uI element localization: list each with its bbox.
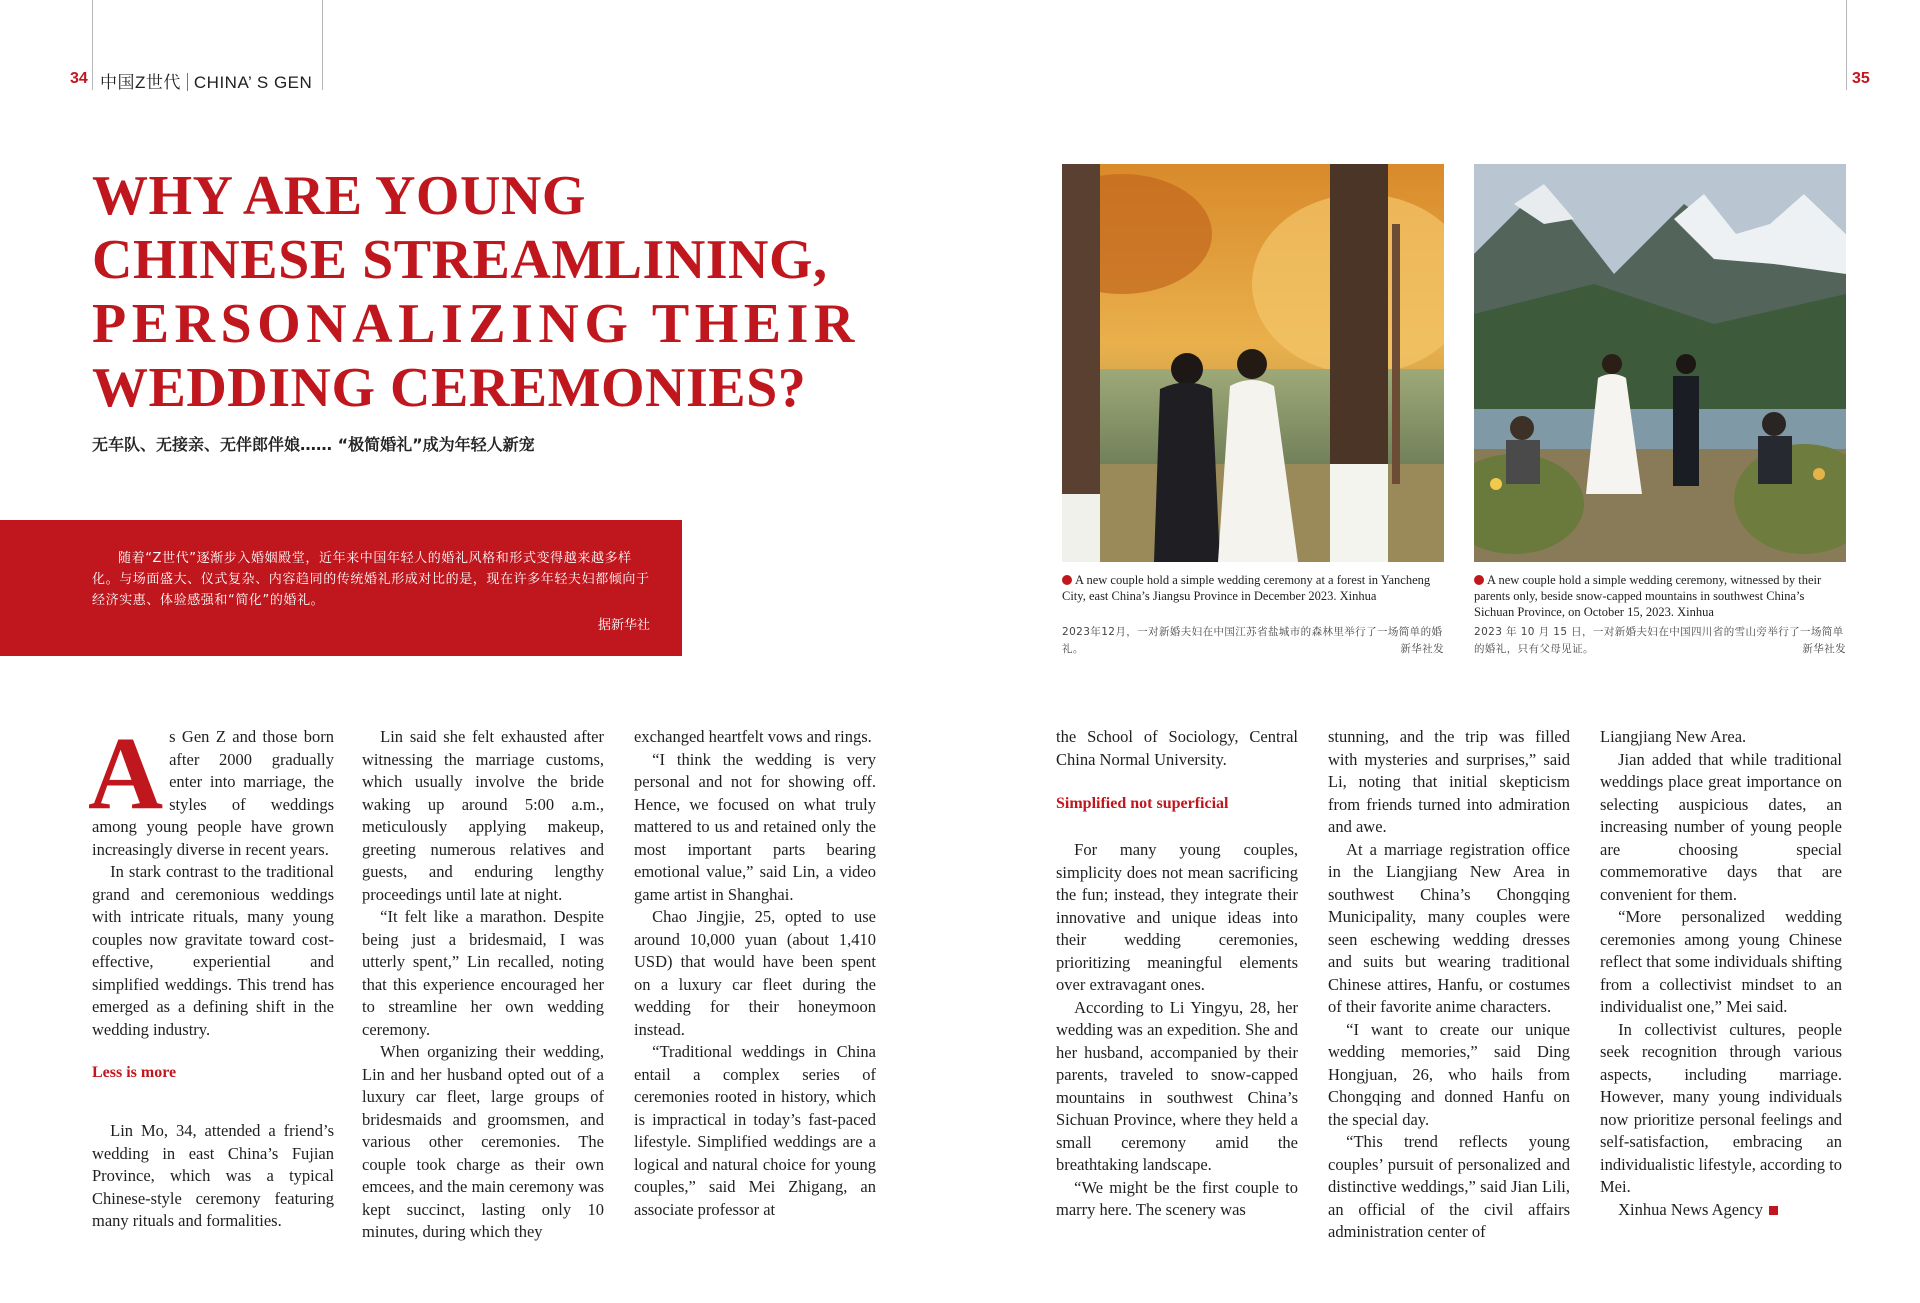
paragraph: exchanged heartfelt vows and rings. [634, 727, 872, 746]
paragraph: “Traditional weddings in China entail a complex series of ceremonies rooted in history, which is impractical in today’s fast-paced lifestyle. Simplified weddings are a logical and natural choice for young couples,” said Mei Zhigang, an associate professor at [634, 1042, 876, 1219]
title-line: WHY ARE YOUNG [92, 165, 586, 227]
camera-icon [1474, 575, 1484, 585]
title-line: WEDDING CEREMONIES? [92, 357, 807, 419]
paragraph: Chao Jingjie, 25, opted to use around 10,000 yuan (about 1,410 USD) that would have been spent on a luxury car fleet during the wedding for their honeymoon instead. [634, 907, 876, 1039]
lead-paragraph: As Gen Z and those born after 2000 gradually enter into marriage, the styles of weddings among young people have grown increasingly diverse in recent years. [88, 716, 334, 859]
paragraph: “It felt like a marathon. Despite being just a bridesmaid, I was utterly spent,” Lin recalled, noting that this experience encouraged her to streamline her own wedding ceremony. [362, 907, 604, 1039]
photo-caption-forest: A new couple hold a simple wedding ceremony at a forest in Yancheng City, east China’s Jiangsu Province in December 2023. Xinhua [1062, 573, 1431, 603]
paragraph: “This trend reflects young couples’ pursuit of personalized and distinctive weddings,” said Jian Lili, an official of the civil affairs administration center of [1328, 1132, 1570, 1241]
drop-cap: A [88, 716, 164, 831]
mountain-wedding-image [1474, 164, 1846, 562]
article-column-6 [1600, 726, 1842, 1221]
paragraph: Liangjiang New Area. [1600, 727, 1747, 746]
article-column-3 [634, 726, 876, 1221]
left-page-number: 34 [70, 70, 88, 87]
header-rule-left [92, 0, 93, 90]
paragraph: “More personalized wedding ceremonies among young Chinese reflect that some individuals shifting from a collectivist mindset to an individualist one,” Mei said. [1600, 907, 1842, 1016]
paragraph: the School of Sociology, Central China Normal University. [1056, 727, 1298, 769]
header-rule-right [1846, 0, 1847, 90]
right-page-number: 35 [1852, 70, 1870, 87]
photo-source: 新华社发 [1802, 643, 1846, 655]
paragraph: “We might be the first couple to marry here. The scenery was [1056, 1177, 1298, 1219]
intro-source: 据新华社 [597, 618, 650, 633]
paragraph: According to Li Yingyu, 28, her wedding was an expedition. She and her husband, accompanied by their parents, traveled to snow-capped mountains in southwest China’s Sichuan Province, where they held a small ceremony amid the breathtaking landscape. [1056, 997, 1298, 1174]
paragraph: In collectivist cultures, people seek recognition through various aspects, including marriage. However, many young individuals now prioritize personal feelings and self-satisfaction, embracing an individualistic lifestyle, according to Mei. [1600, 1019, 1842, 1196]
paragraph: For many young couples, simplicity does not mean sacrificing the fun; instead, they integrate their innovative and unique ideas into their wedding ceremonies, prioritizing meaningful elements over extravagant ones. [1056, 840, 1298, 994]
paragraph: When organizing their wedding, Lin and her husband opted out of a luxury car fleet, large groups of bridesmaids and groomsmen, and various other ceremonies. The couple took charge as their own emcees, and the main ceremony was kept succinct, lasting only 10 minutes, during which they [362, 1042, 604, 1241]
article-subtitle: 无车队、无接亲、无伴郎伴娘…… “极简婚礼”成为年轻人新宠 [92, 435, 535, 454]
photo-forest-wedding [1062, 164, 1444, 562]
paragraph: Lin said she felt exhausted after witnessing the marriage customs, which usually involve the bride waking up around 5:00 a.m., meticulously applying makeup, greeting numerous relatives and guests, and enduring lengthy proceedings until late at night. [362, 727, 604, 904]
article-column-4 [1056, 726, 1298, 1222]
title-line: CHINESE STREAMLINING, [92, 229, 828, 291]
forest-wedding-image [1062, 164, 1444, 562]
section-title-cn: 中国Z世代 [100, 73, 181, 92]
paragraph: Jian added that while traditional weddings place great importance on selecting auspicious dates, an increasing number of young people are choosing special commemorative days that are convenient for them. [1600, 749, 1842, 904]
section-heading: Simplified not superficial [1056, 795, 1229, 812]
paragraph: At a marriage registration office in the Liangjiang New Area in southwest China’s Chongqing Municipality, many couples were seen eschewing wedding dresses and suits but wearing traditional Chinese attires, Hanfu, or costumes of their favorite anime characters. [1328, 839, 1570, 1016]
intro-text: 随着“Z世代”逐渐步入婚姻殿堂，近年来中国年轻人的婚礼风格和形式变得越来越多样化。与场面盛大、仪式复杂、内容趋同的传统婚礼形成对比的是，现在许多年轻夫妇都倾向于经济实惠、体验感强和“简化”的婚礼。 [92, 551, 650, 608]
photo-caption-forest-cn: 2023年12月，一对新婚夫妇在中国江苏省盐城市的森林里举行了一场简单的婚礼。 新华社发 [1062, 624, 1444, 658]
paragraph: In stark contrast to the traditional grand and ceremonious weddings with intricate rituals, many young couples now gravitate toward cost-effective, experiential and simplified weddings. This trend has emerged as a defining shift in the wedding industry. [92, 862, 334, 1039]
section-header [100, 68, 312, 93]
camera-icon [1062, 575, 1072, 585]
photo-caption-mountain-cn: 2023 年 10 月 15 日，一对新婚夫妇在中国四川省的雪山旁举行了一场简单的婚礼，只有父母见证。 新华社发 [1474, 624, 1846, 658]
article-title [92, 164, 912, 420]
paragraph: “I think the wedding is very personal and not for showing off. Hence, we focused on what truly mattered to us and retained only the most important parts bearing emotional value,” said Lin, a video game artist in Shanghai. [634, 749, 876, 904]
paragraph: Lin Mo, 34, attended a friend’s wedding in east China’s Fujian Province, which was a typical Chinese-style ceremony featuring many rituals and formalities. [92, 1121, 334, 1230]
article-column-2 [362, 726, 604, 1244]
intro-box [0, 520, 682, 656]
photo-mountain-wedding [1474, 164, 1846, 562]
title-line: PERSONALIZING THEIR [92, 293, 860, 355]
header-rule-mid [322, 0, 323, 90]
paragraph: stunning, and the trip was filled with mysteries and surprises,” said Li, noting that initial skepticism from friends turned into admiration and awe. [1328, 727, 1570, 836]
photo-caption-mountain: A new couple hold a simple wedding ceremony, witnessed by their parents only, beside snow-capped mountains in southwest China’s Sichuan Province, on October 15, 2023. Xinhua [1474, 573, 1822, 619]
end-mark [1769, 1206, 1778, 1215]
section-heading: Less is more [92, 1064, 177, 1081]
photo-source: 新华社发 [1400, 643, 1444, 655]
section-title-en: CHINA’ S GEN [193, 73, 313, 92]
byline: Xinhua News Agency [1600, 1199, 1842, 1222]
header-divider [187, 73, 188, 91]
paragraph: “I want to create our unique wedding memories,” said Ding Hongjuan, 26, who hails from Chongqing and donned Hanfu on the special day. [1328, 1019, 1570, 1129]
article-column-5 [1328, 726, 1570, 1244]
article-column-1 [88, 716, 334, 1233]
